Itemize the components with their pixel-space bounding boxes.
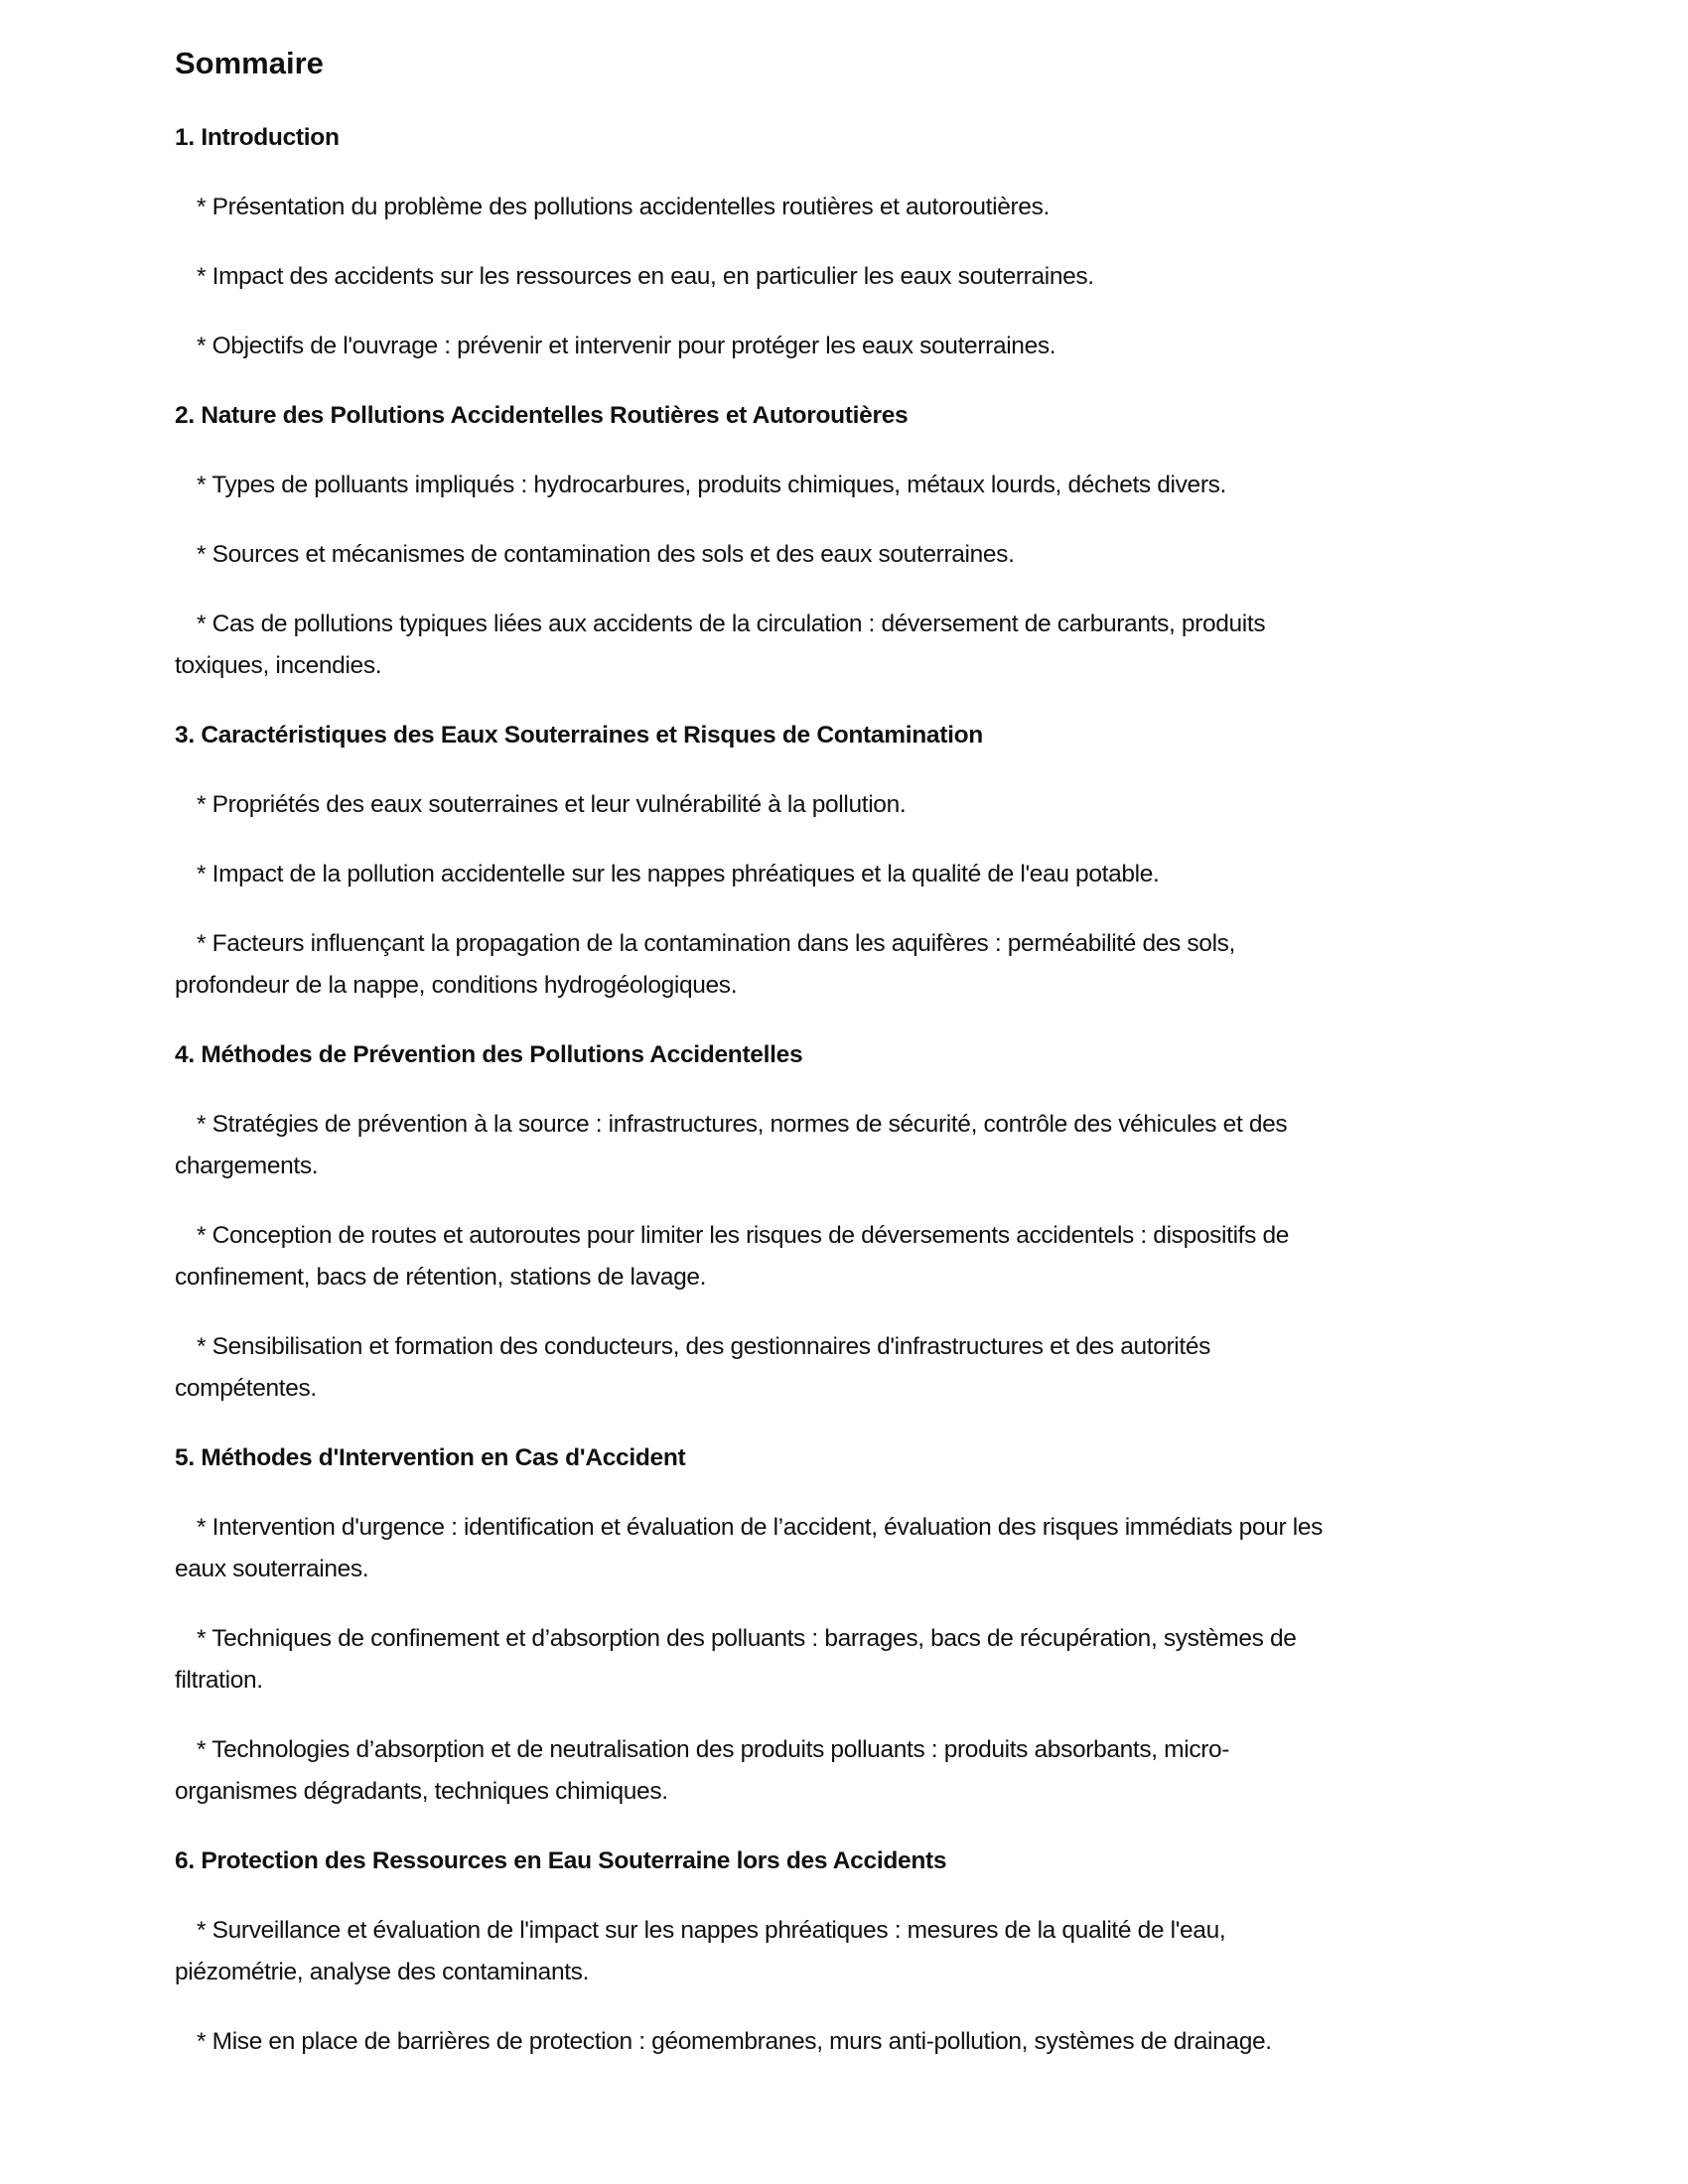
list-item — [175, 604, 1585, 687]
list-item-first-line — [175, 784, 1585, 826]
list-item-text: * Mise en place de barrières de protection : géomembranes, murs anti-pollution, systèmes de drainage. — [197, 2028, 1272, 2055]
list-item — [175, 1104, 1585, 1187]
list-item-text: * Technologies d’absorption et de neutralisation des produits polluants : produits absorbants, micro- — [197, 1736, 1230, 1763]
list-item-continuation-line: organismes dégradants, techniques chimiques. — [175, 1778, 668, 1805]
list-item — [175, 1729, 1585, 1813]
list-item-text: * Sources et mécanismes de contamination des sols et des eaux souterraines. — [197, 541, 1015, 568]
list-item-first-line — [175, 604, 1585, 645]
list-item — [175, 1507, 1585, 1590]
list-item-first-line — [175, 1910, 1585, 1952]
list-item-first-line — [175, 854, 1585, 895]
list-item — [175, 2021, 1585, 2063]
list-item-continuation-line: eaux souterraines. — [175, 1556, 369, 1582]
list-item-continuation-line: chargements. — [175, 1153, 319, 1179]
list-item-text: * Sensibilisation et formation des conducteurs, des gestionnaires d'infrastructures et des autorités — [197, 1333, 1211, 1360]
table-of-contents — [175, 117, 1585, 2091]
list-item-first-line — [175, 465, 1585, 506]
list-item-text: * Conception de routes et autoroutes pour limiter les risques de déversements accidentels : dispositifs de — [197, 1222, 1290, 1249]
list-item-text: * Types de polluants impliqués : hydrocarbures, produits chimiques, métaux lourds, déchets divers. — [197, 472, 1226, 498]
list-item-text: * Techniques de confinement et d’absorption des polluants : barrages, bacs de récupération, systèmes de — [197, 1625, 1297, 1652]
list-item-text: * Facteurs influençant la propagation de la contamination dans les aquifères : perméabilité des sols, — [197, 930, 1236, 957]
list-item-continuation-line: confinement, bacs de rétention, stations de lavage. — [175, 1264, 707, 1291]
list-item-continuation-line: filtration. — [175, 1667, 263, 1694]
list-item — [175, 923, 1585, 1007]
list-item-text: * Objectifs de l'ouvrage : prévenir et intervenir pour protéger les eaux souterraines. — [197, 333, 1056, 359]
section-heading: 5. Méthodes d'Intervention en Cas d'Accident — [175, 1444, 686, 1471]
list-item — [175, 1910, 1585, 1993]
list-item-text: * Impact des accidents sur les ressources en eau, en particulier les eaux souterraines. — [197, 263, 1094, 290]
list-item-continuation-line: compétentes. — [175, 1375, 317, 1402]
section-heading: 1. Introduction — [175, 124, 340, 151]
list-item-text: * Intervention d'urgence : identification et évaluation de l’accident, évaluation des risques immédiats pour les — [197, 1514, 1324, 1541]
list-item — [175, 784, 1585, 826]
list-item-text: * Stratégies de prévention à la source : infrastructures, normes de sécurité, contrôle des véhicules et des — [197, 1111, 1288, 1138]
list-item-first-line — [175, 1104, 1585, 1146]
list-item-first-line — [175, 1729, 1585, 1771]
list-item — [175, 854, 1585, 895]
section-heading: 6. Protection des Ressources en Eau Souterraine lors des Accidents — [175, 1847, 947, 1874]
list-item-continuation-line: profondeur de la nappe, conditions hydrogéologiques. — [175, 972, 738, 999]
list-item — [175, 1618, 1585, 1702]
section-heading: 2. Nature des Pollutions Accidentelles Routières et Autoroutières — [175, 402, 909, 429]
list-item-first-line — [175, 534, 1585, 576]
list-item-continuation-line: toxiques, incendies. — [175, 652, 382, 679]
section-heading: 3. Caractéristiques des Eaux Souterraines et Risques de Contamination — [175, 722, 983, 749]
list-item-first-line — [175, 187, 1585, 228]
list-item-first-line — [175, 1507, 1585, 1549]
list-item-first-line — [175, 2021, 1585, 2063]
list-item — [175, 1215, 1585, 1298]
section-heading: 4. Méthodes de Prévention des Pollutions Accidentelles — [175, 1041, 803, 1068]
list-item-first-line — [175, 256, 1585, 298]
list-item-text: * Cas de pollutions typiques liées aux accidents de la circulation : déversement de carburants, produits — [197, 611, 1266, 637]
list-item-text: * Impact de la pollution accidentelle sur les nappes phréatiques et la qualité de l'eau potable. — [197, 861, 1160, 887]
list-item-first-line — [175, 326, 1585, 367]
list-item-continuation-line: piézométrie, analyse des contaminants. — [175, 1959, 590, 1985]
list-item-text: * Surveillance et évaluation de l'impact sur les nappes phréatiques : mesures de la qualité de l'eau, — [197, 1917, 1226, 1944]
list-item — [175, 1326, 1585, 1410]
list-item — [175, 465, 1585, 506]
list-item-text: * Propriétés des eaux souterraines et leur vulnérabilité à la pollution. — [197, 791, 907, 818]
list-item-first-line — [175, 1215, 1585, 1257]
list-item-first-line — [175, 1326, 1585, 1368]
page-title: Sommaire — [175, 46, 324, 80]
list-item — [175, 187, 1585, 228]
list-item-first-line — [175, 923, 1585, 965]
list-item — [175, 534, 1585, 576]
list-item-text: * Présentation du problème des pollutions accidentelles routières et autoroutières. — [197, 194, 1050, 220]
list-item — [175, 326, 1585, 367]
list-item — [175, 256, 1585, 298]
list-item-first-line — [175, 1618, 1585, 1660]
